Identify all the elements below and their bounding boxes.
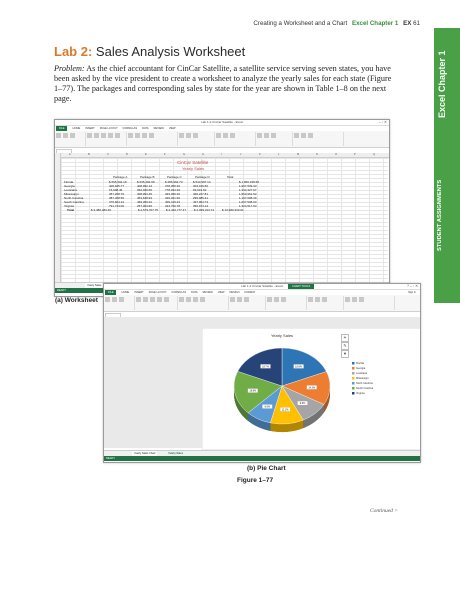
pie-data-label: 11.2%	[281, 408, 289, 412]
chart-ribbon-editing[interactable]	[344, 296, 395, 310]
table-cell: 334,799.78	[165, 204, 181, 208]
table-cell: 469,399.22	[137, 200, 153, 204]
legend-label: South Carolina	[356, 387, 374, 390]
legend-swatch	[352, 377, 355, 380]
column-header-l[interactable]: L	[278, 153, 280, 156]
table-cell: 408,993.45	[137, 192, 153, 196]
worksheet-window	[54, 119, 390, 297]
table-cell: 362,039.65	[137, 188, 153, 192]
continued-note: Continued >	[369, 508, 398, 514]
legend-label: Georgia	[356, 367, 366, 370]
menu-home[interactable]: HOME	[72, 127, 81, 130]
state-label: Georgia	[64, 184, 75, 188]
total-d: $ 2,099,313.74	[194, 208, 215, 212]
chart-menu-review[interactable]: REVIEW	[202, 291, 213, 294]
legend-label: Louisiana	[356, 372, 368, 375]
table-cell: $ 1,866,158.66	[239, 180, 260, 184]
chart-menu-page-layout[interactable]: PAGE LAYOUT	[148, 291, 167, 294]
table-cell: 326,321.66	[165, 196, 181, 200]
chart-elements-button[interactable]: +	[341, 334, 349, 342]
table-cell: 299,985.41	[193, 196, 209, 200]
side-tab-chapter: Excel Chapter 1	[437, 50, 447, 118]
table-cell: 357,208.79	[109, 192, 125, 196]
legend-label: Mississippi	[356, 377, 369, 380]
table-cell: 408,992.14	[137, 184, 153, 188]
table-cell: 356,974.14	[193, 204, 209, 208]
chart-menu-design[interactable]: DESIGN	[229, 291, 240, 294]
column-header-g[interactable]: G	[183, 153, 186, 156]
ribbon-cells-group[interactable]	[256, 132, 293, 146]
table-cell: 409,419.23	[165, 200, 181, 204]
column-header-i[interactable]: I	[221, 153, 222, 156]
table-cell: 69,619.62	[193, 188, 207, 192]
chart-menu-view[interactable]: VIEW	[217, 291, 225, 294]
sheet-tab-yearly-sales-chart[interactable]: Yearly Sales Chart	[134, 452, 156, 455]
pie-data-label: 9.6%	[299, 402, 306, 406]
menu-review[interactable]: REVIEW	[153, 127, 164, 130]
total-b: $ 2,579,707.75	[138, 208, 159, 212]
table-cell: 304,019.56	[193, 184, 209, 188]
legend-swatch	[352, 382, 355, 385]
menu-view[interactable]: VIEW	[168, 127, 176, 130]
lab-name: Sales Analysis Worksheet	[95, 44, 246, 59]
table-cell: 1,324,517.53	[239, 204, 257, 208]
chart-tools-label: CHART TOOLS	[288, 284, 314, 289]
menu-page-layout[interactable]: PAGE LAYOUT	[99, 127, 118, 130]
column-header-d[interactable]: D	[126, 153, 128, 156]
legend-swatch	[352, 392, 355, 395]
table-cell: $ 543,997.14	[193, 180, 211, 184]
pie-chart-caption: (b) Pie Chart	[247, 465, 286, 472]
sheet-tab-yearly-sales-2[interactable]: Yearly Sales	[168, 452, 184, 455]
column-header-p[interactable]: P	[354, 153, 356, 156]
worksheet-ribbon	[55, 131, 389, 148]
pie-data-label: 18.8%	[249, 389, 257, 393]
column-header-b[interactable]: B	[88, 153, 90, 156]
pie-chart[interactable]	[202, 328, 421, 450]
legend-label: North Carolina	[356, 382, 373, 385]
table-header-d: Package D	[195, 175, 210, 179]
ribbon-styles-group[interactable]	[215, 132, 256, 146]
total-a: $ 3,480,483.46	[91, 208, 112, 212]
legend-swatch	[352, 367, 355, 370]
legend-swatch	[352, 362, 355, 365]
pie-data-label: 18.8%	[295, 365, 302, 369]
pie-data-label: 14.3%	[308, 386, 316, 390]
chart-menu-home[interactable]: HOME	[121, 291, 130, 294]
chart-ribbon-number[interactable]	[229, 296, 266, 310]
chart-titlebar	[104, 284, 420, 290]
header-chapter: Excel Chapter 1	[351, 20, 399, 27]
side-tab-section: STUDENT ASSIGNMENTS	[437, 179, 443, 252]
table-cell: 378,359.36	[165, 184, 181, 188]
chart-menu-insert[interactable]: INSERT	[134, 291, 144, 294]
chart-title[interactable]: Yearly Sales	[270, 333, 294, 338]
figure-caption: Figure 1–77	[237, 477, 274, 484]
total-total: $ 13,980,333.01	[222, 208, 244, 212]
chart-status: READY	[106, 457, 115, 460]
sheet-title: CinCar Satellite	[177, 160, 209, 165]
chart-ribbon	[104, 295, 420, 312]
sign-in-link[interactable]: Sign in	[408, 291, 416, 294]
state-label: Florida	[64, 180, 74, 184]
problem-paragraph	[54, 64, 394, 104]
lab-label: Lab 2:	[54, 44, 93, 59]
table-cell: 466,227.81	[193, 192, 209, 196]
table-header-a: Package A	[113, 175, 128, 179]
worksheet-caption: (a) Worksheet	[55, 297, 98, 304]
legend-label: Virginia	[356, 392, 365, 395]
chart-menu-data[interactable]: DATA	[191, 291, 198, 294]
table-cell: 393,099.46	[165, 192, 181, 196]
worksheet-titlebar	[55, 120, 389, 126]
ribbon-clipboard-group[interactable]	[55, 132, 86, 146]
table-header-total: Total	[227, 175, 234, 179]
sheet-subtitle: Yearly Sales	[182, 166, 205, 171]
table-cell: 387,408.56	[109, 196, 125, 200]
menu-insert[interactable]: INSERT	[85, 127, 95, 130]
state-label: South Carolina	[64, 200, 84, 204]
page-number: 61	[413, 20, 420, 27]
table-cell: 778,934.29	[165, 188, 181, 192]
table-cell: 15,998.46	[109, 188, 123, 192]
chart-menu-formulas[interactable]: FORMULAS	[171, 291, 187, 294]
lab-title	[54, 44, 245, 59]
column-header-c[interactable]: C	[107, 153, 109, 156]
ribbon-number-group[interactable]	[178, 132, 215, 146]
state-label: Virginia	[64, 204, 74, 208]
chart-ribbon-cells[interactable]	[307, 296, 344, 310]
worksheet-window-title: Lab 1-2 CinCar Satellite - Excel	[201, 120, 243, 124]
ribbon-alignment-group[interactable]	[127, 132, 178, 146]
window-controls[interactable]: – ▫ ✕	[378, 120, 387, 124]
sheet-tab-yearly-sales[interactable]: Yearly Sales	[87, 284, 102, 287]
running-header	[253, 20, 420, 27]
table-cell: 1,197,008.39	[239, 196, 257, 200]
table-cell: $ 635,492.99	[137, 180, 155, 184]
table-cell: 1,997,539.33	[239, 184, 257, 188]
total-c: $ 2,420,777.47	[166, 208, 187, 212]
chart-menu-format[interactable]: FORMAT	[244, 291, 256, 294]
column-header-n[interactable]: N	[316, 153, 318, 156]
chart-ribbon-clipboard[interactable]	[104, 296, 135, 310]
ribbon-font-group[interactable]	[86, 132, 127, 146]
column-header-o[interactable]: O	[335, 153, 338, 156]
worksheet-grid[interactable]	[61, 158, 388, 282]
table-cell: 453,648.93	[137, 196, 153, 200]
table-header-c: Package C	[167, 175, 182, 179]
legend-swatch	[352, 387, 355, 390]
table-cell: 406,925.77	[109, 184, 125, 188]
state-label: Louisiana	[64, 188, 77, 192]
running-title: Creating a Worksheet and a Chart	[253, 20, 348, 27]
table-cell: 497,964.73	[193, 200, 209, 204]
chart-menu-file[interactable]: FILE	[105, 290, 116, 295]
chart-filters-button[interactable]: ▼	[341, 350, 349, 358]
chapter-side-tab	[434, 28, 460, 303]
menu-formulas[interactable]: FORMULAS	[122, 127, 138, 130]
chart-ribbon-alignment[interactable]	[178, 296, 229, 310]
table-cell: 1,607,538.03	[239, 200, 257, 204]
chart-styles-button[interactable]: ✎	[341, 342, 349, 350]
menu-data[interactable]: DATA	[142, 127, 149, 130]
column-header-h[interactable]: H	[202, 153, 204, 156]
chart-ribbon-styles[interactable]	[266, 296, 307, 310]
chart-status-bar	[104, 456, 420, 461]
state-label: Mississippi	[64, 192, 79, 196]
table-cell: 791,744.00	[109, 204, 125, 208]
table-cell: $ 665,004.19	[109, 180, 127, 184]
pie-data-label: 8.6%	[264, 405, 271, 409]
legend-label: Florida	[356, 362, 364, 365]
table-cell: 257,003.66	[137, 204, 153, 208]
chart-window-controls[interactable]: ? – ▫ ✕	[407, 284, 418, 288]
menu-file[interactable]: FILE	[56, 126, 67, 131]
chart-ribbon-font[interactable]	[135, 296, 178, 310]
ribbon-editing-group[interactable]	[293, 132, 344, 146]
chart-window	[103, 283, 421, 463]
pie-data-label: 18.7%	[262, 365, 269, 369]
column-header-k[interactable]: K	[259, 153, 261, 156]
table-header-b: Package B	[140, 175, 155, 179]
table-cell: 1,334,327.97	[239, 188, 257, 192]
table-cell: 1,563,961.52	[239, 192, 257, 196]
page-number-prefix: EX	[403, 20, 412, 27]
table-cell: $ 286,992.73	[165, 180, 183, 184]
table-cell: 376,604.14	[109, 200, 125, 204]
worksheet-status: READY	[57, 289, 66, 292]
column-header-e[interactable]: E	[145, 153, 147, 156]
column-header-q[interactable]: Q	[373, 153, 376, 156]
problem-text: As the chief accountant for CinCar Satellite, a satellite service serving seven states, you have been asked by the vice president to create a worksheet to analyze the yearly sales for each state (Figure 1–77). The packages and corresponding sales by state for the year are shown in Table 1–8 on the next page.	[54, 64, 392, 103]
column-header-j[interactable]: J	[240, 153, 242, 156]
problem-label: Problem:	[54, 64, 85, 73]
total-label: Total	[67, 208, 74, 212]
chart-window-title: Lab 1-2 CinCar Satellite - Excel	[241, 284, 283, 288]
state-label: North Carolina	[64, 196, 84, 200]
column-header-m[interactable]: M	[297, 153, 300, 156]
column-header-a[interactable]: A	[69, 153, 71, 156]
legend-swatch	[352, 372, 355, 375]
column-header-f[interactable]: F	[164, 153, 166, 156]
